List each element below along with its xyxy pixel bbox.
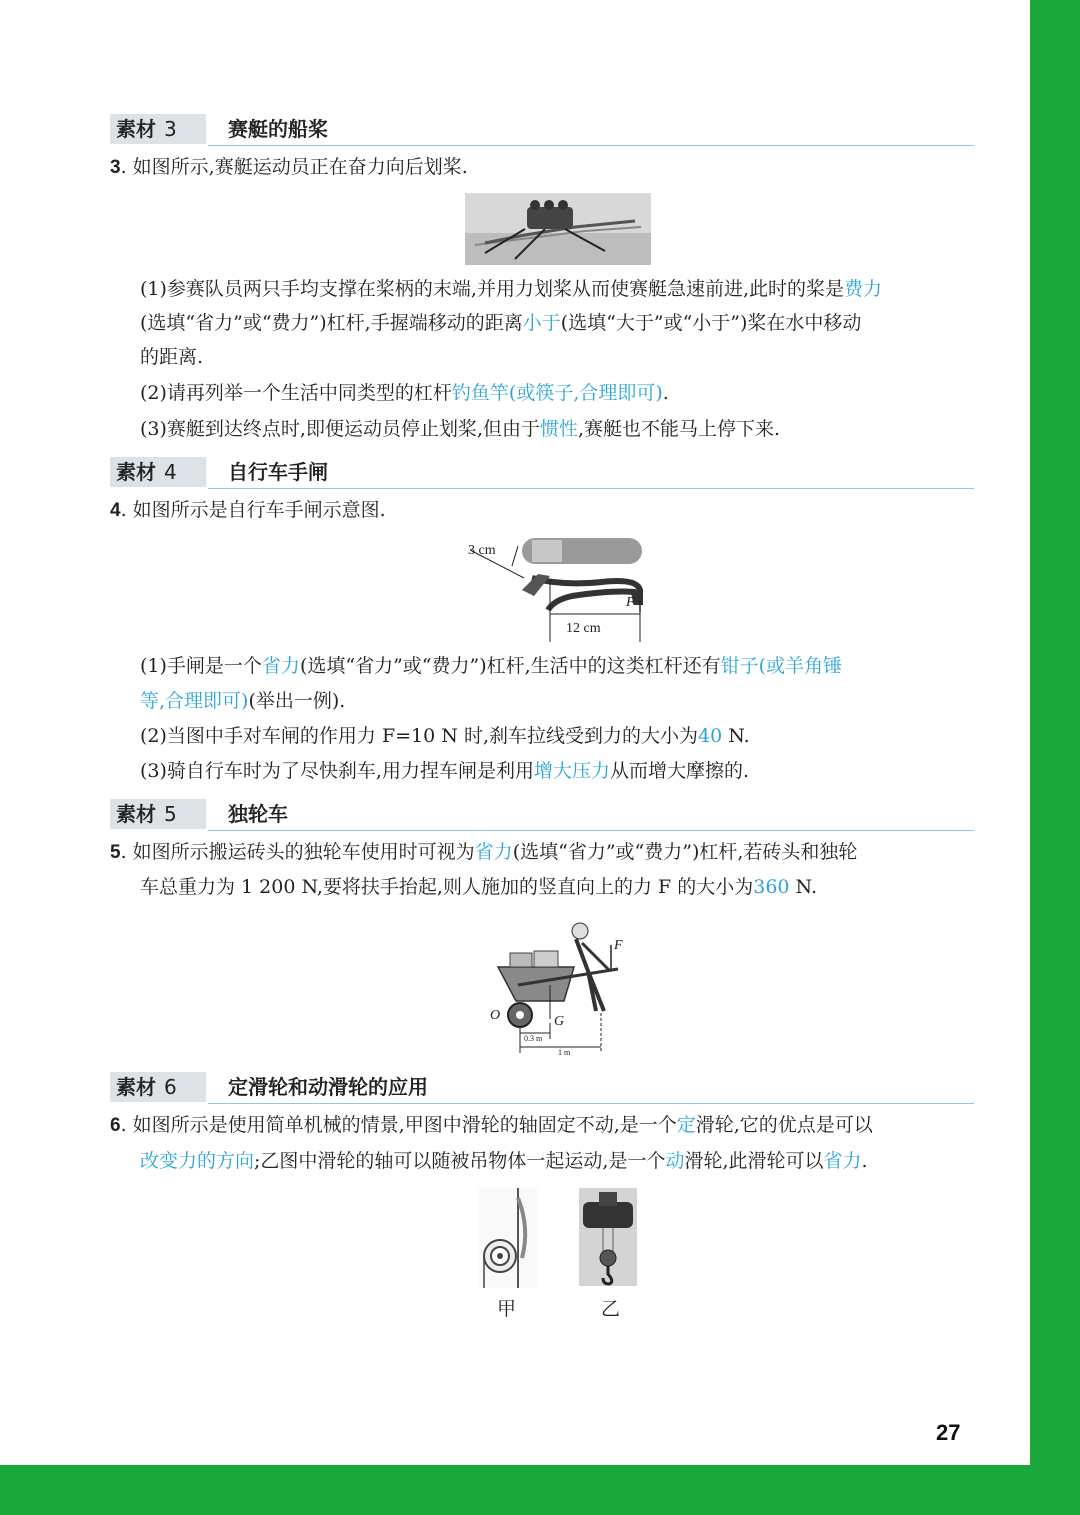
section-header-4	[110, 457, 974, 487]
text: N.	[722, 725, 750, 747]
q3-part2	[140, 376, 669, 410]
header-rule	[208, 1103, 974, 1104]
stem-text: . 如图所示是自行车手闸示意图.	[120, 499, 386, 521]
answer: 钳子(或羊角锤	[720, 655, 843, 677]
dim-label-12cm: 12 cm	[566, 621, 601, 636]
text: (1)参赛队员两只手均支撑在桨柄的末端,并用力划桨从而使赛艇急速前进,此时的桨是	[140, 278, 844, 300]
bike-brake-diagram	[462, 530, 652, 642]
text: ;乙图中滑轮的轴可以随被吊物体一起运动,是一个	[254, 1150, 666, 1172]
text: (3)骑自行车时为了尽快刹车,用力捏车闸是利用	[140, 760, 534, 782]
q3-part1-line1	[140, 272, 882, 306]
green-border-bottom	[0, 1465, 1080, 1515]
answer: 360	[753, 876, 790, 898]
question-5-line1	[110, 835, 857, 870]
text: 车总重力为 1 200 N,要将扶手抬起,则人施加的竖直向上的力 F 的大小为	[140, 876, 754, 898]
pivot-label-o: O	[490, 1008, 501, 1023]
green-border-right	[1030, 0, 1080, 1515]
question-number: 5	[110, 842, 121, 863]
dim-label-3cm: 3 cm	[468, 543, 496, 558]
text: . 如图所示是使用简单机械的情景,甲图中滑轮的轴固定不动,是一个	[120, 1114, 677, 1136]
question-6-line2	[140, 1144, 868, 1178]
force-label-f: F	[614, 938, 623, 953]
q4-part1-line1	[140, 649, 842, 683]
text: (2)当图中手对车闸的作用力 F=10 N 时,刹车拉线受到力的大小为	[140, 725, 698, 747]
text: (选填“省力”或“费力”)杠杆,手握端移动的距离	[140, 312, 523, 334]
section-header-6	[110, 1072, 974, 1102]
section-title: 自行车手闸	[228, 460, 328, 484]
text: N.	[789, 876, 817, 898]
section-number: 5	[164, 802, 177, 826]
dim-label-03m: 0.3 m	[524, 1034, 543, 1043]
question-number: 6	[110, 1115, 121, 1136]
q4-part2	[140, 719, 750, 753]
section-badge	[110, 457, 206, 487]
fixed-pulley-photo	[478, 1188, 538, 1288]
text: (选填“省力”或“费力”)杠杆,若砖头和独轮	[512, 841, 858, 863]
header-rule	[208, 488, 974, 489]
section-number: 6	[164, 1075, 177, 1099]
question-number: 3	[110, 157, 121, 178]
caption-yi: 乙	[601, 1298, 621, 1320]
rowing-photo	[465, 193, 651, 265]
section-title: 赛艇的船桨	[228, 117, 328, 141]
section-number: 4	[164, 460, 177, 484]
stem-text: . 如图所示,赛艇运动员正在奋力向后划桨.	[120, 156, 468, 178]
answer: 动	[665, 1150, 685, 1172]
text: 滑轮,此滑轮可以	[684, 1150, 824, 1172]
answer: 钓鱼竿(或筷子,合理即可)	[451, 382, 663, 404]
text: (选填“大于”或“小于”)桨在水中移动	[560, 312, 862, 334]
section-label: 素材	[116, 1075, 156, 1099]
dim-label-1m: 1 m	[558, 1048, 571, 1057]
q3-part1-line2	[140, 306, 861, 340]
force-label-f: F	[626, 595, 635, 610]
section-badge	[110, 1072, 206, 1102]
section-header-5	[110, 799, 974, 829]
answer: 省力	[474, 841, 513, 863]
question-5-line2	[140, 870, 817, 904]
q3-part3	[140, 412, 780, 446]
movable-pulley-photo	[579, 1188, 637, 1286]
text: 滑轮,它的优点是可以	[695, 1114, 873, 1136]
section-badge	[110, 114, 206, 144]
wheelbarrow-diagram	[488, 915, 628, 1057]
text: (3)赛艇到达终点时,即便运动员停止划桨,但由于	[140, 418, 540, 440]
question-number: 4	[110, 500, 121, 521]
text: ,赛艇也不能马上停下来.	[578, 418, 781, 440]
answer: 增大压力	[533, 760, 610, 782]
answer: 省力	[261, 655, 300, 677]
text: (选填“省力”或“费力”)杠杆,生活中的这类杠杆还有	[299, 655, 721, 677]
section-label: 素材	[116, 460, 156, 484]
answer: 小于	[522, 312, 561, 334]
header-rule	[208, 830, 974, 831]
section-header-3	[110, 114, 974, 144]
answer: 40	[697, 725, 723, 747]
answer: 费力	[844, 278, 883, 300]
answer: 改变力的方向	[140, 1150, 255, 1172]
weight-label-g: G	[554, 1014, 565, 1029]
page-number: 27	[936, 1420, 961, 1445]
answer: 省力	[823, 1150, 862, 1172]
text: (1)手闸是一个	[140, 655, 262, 677]
section-badge	[110, 799, 206, 829]
section-title: 定滑轮和动滑轮的应用	[228, 1075, 428, 1099]
text: .	[861, 1150, 868, 1172]
section-title: 独轮车	[228, 802, 288, 826]
answer: 惯性	[540, 418, 579, 440]
q3-part1-line3: 的距离.	[140, 346, 204, 368]
answer: 定	[676, 1114, 696, 1136]
question-6-line1	[110, 1108, 873, 1143]
text: (2)请再列举一个生活中同类型的杠杆	[140, 382, 452, 404]
text: (举出一例).	[248, 690, 346, 712]
text: 从而增大摩擦的.	[609, 760, 750, 782]
section-number: 3	[164, 117, 177, 141]
section-label: 素材	[116, 117, 156, 141]
question-4-stem	[110, 493, 386, 528]
text: .	[662, 382, 669, 404]
q4-part3	[140, 754, 749, 788]
q4-part1-line2	[140, 684, 345, 718]
caption-jia: 甲	[497, 1298, 517, 1320]
question-3-stem	[110, 150, 468, 185]
header-rule	[208, 145, 974, 146]
answer: 等,合理即可)	[140, 690, 249, 712]
section-label: 素材	[116, 802, 156, 826]
text: . 如图所示搬运砖头的独轮车使用时可视为	[120, 841, 475, 863]
